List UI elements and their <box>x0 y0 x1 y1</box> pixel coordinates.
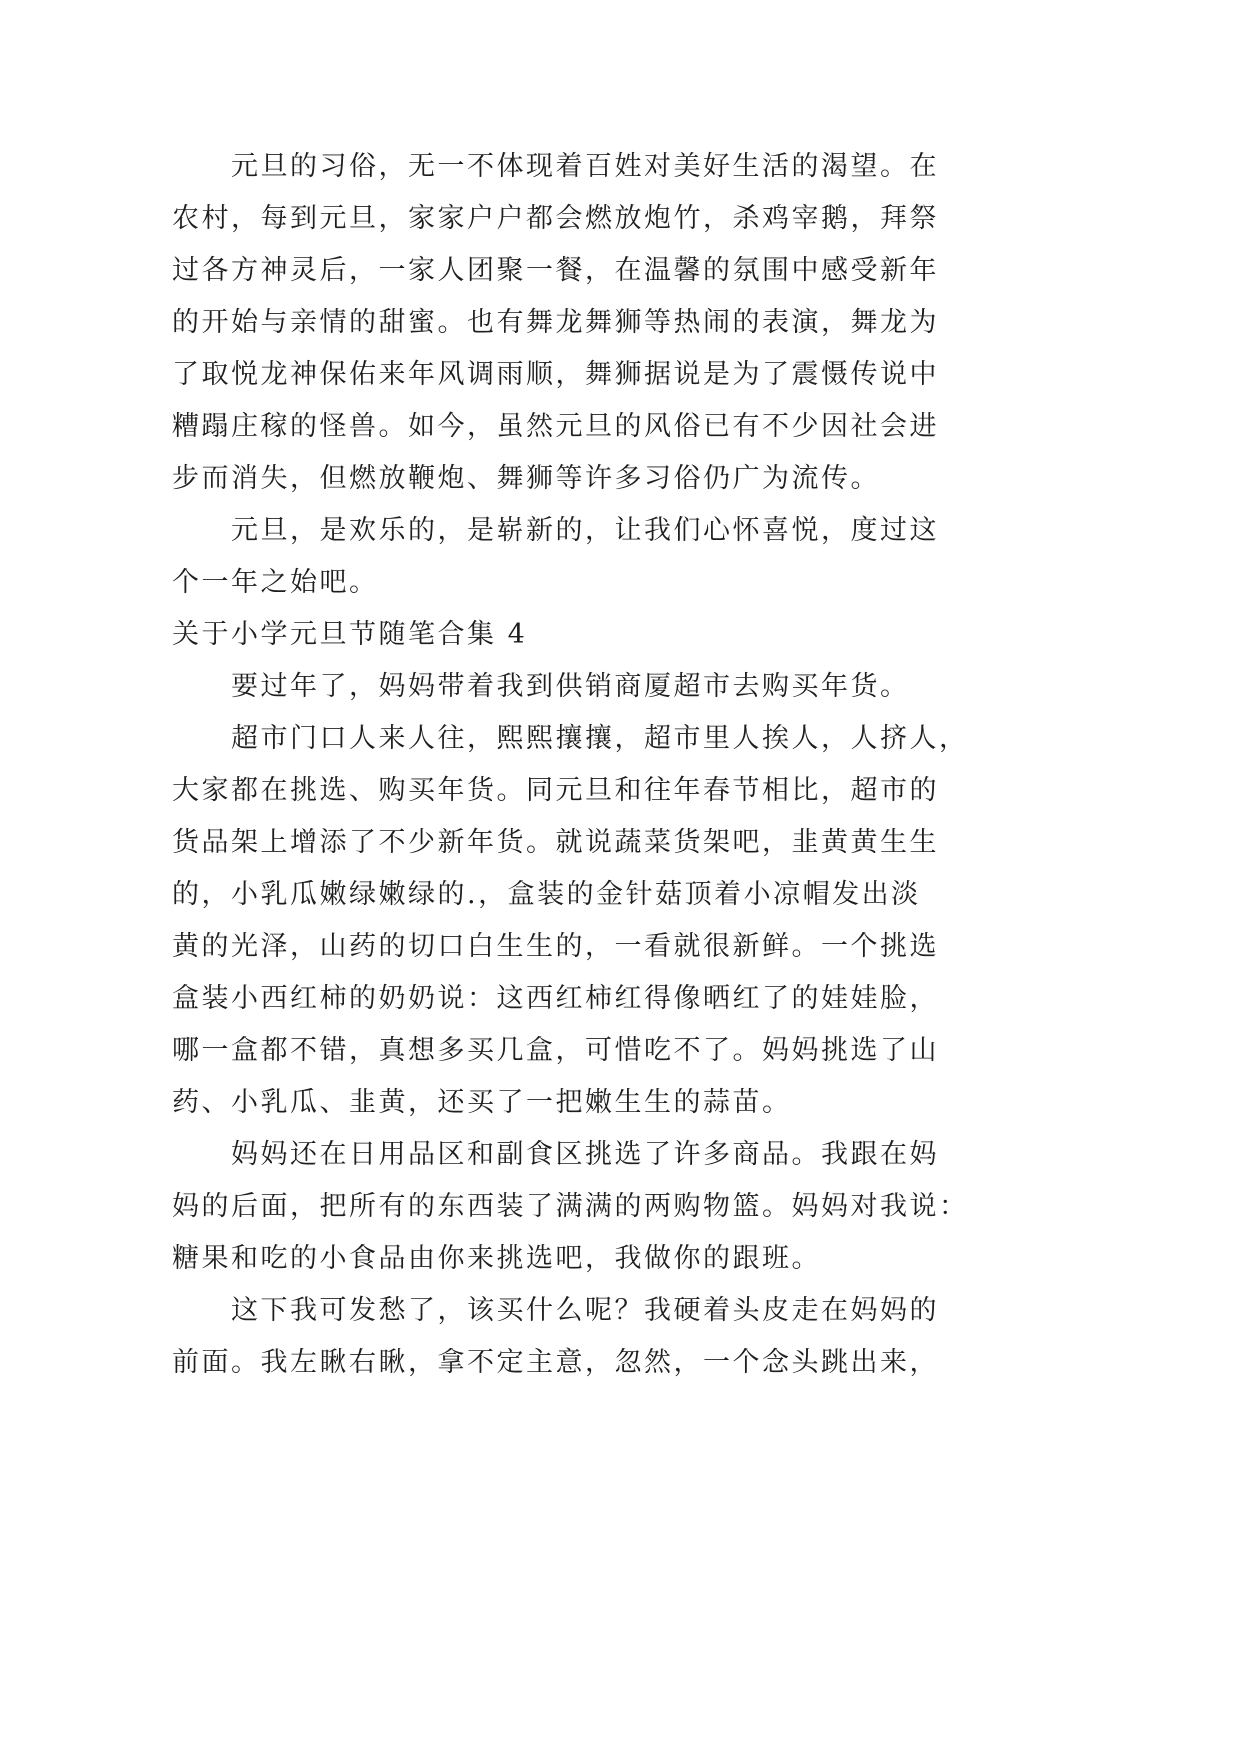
paragraph <box>172 1285 972 1389</box>
text-line: 大家都在挑选、购买年货。同元旦和往年春节相比，超市的 <box>172 775 939 806</box>
text-line: 糖果和吃的小食品由你来挑选吧，我做你的跟班。 <box>172 1243 821 1274</box>
text-line: 妈妈还在日用品区和副食区挑选了许多商品。我跟在妈 <box>231 1139 939 1170</box>
document-body <box>172 141 972 1389</box>
text-line: 元旦的习俗，无一不体现着百姓对美好生活的渴望。在 <box>231 151 939 182</box>
paragraph <box>172 661 972 713</box>
text-line: 的开始与亲情的甜蜜。也有舞龙舞狮等热闹的表演，舞龙为 <box>172 307 939 338</box>
text-line: 超市门口人来人往，熙熙攘攘，超市里人挨人，人挤人， <box>231 723 969 754</box>
text-line: 盒装小西红柿的奶奶说：这西红柿红得像晒红了的娃娃脸， <box>172 983 939 1014</box>
text-line: 这下我可发愁了，该买什么呢？我硬着头皮走在妈妈的 <box>231 1295 939 1326</box>
paragraph <box>172 141 972 505</box>
text-line: 糟蹋庄稼的怪兽。如今，虽然元旦的风俗已有不少因社会进 <box>172 411 939 442</box>
text-line: 妈的后面，把所有的东西装了满满的两购物篮。妈妈对我说： <box>172 1191 969 1222</box>
text-line: 元旦，是欢乐的，是崭新的，让我们心怀喜悦，度过这 <box>231 515 939 546</box>
text-line: 农村，每到元旦，家家户户都会燃放炮竹，杀鸡宰鹅，拜祭 <box>172 203 939 234</box>
section-heading <box>172 609 972 661</box>
text-line: 步而消失，但燃放鞭炮、舞狮等许多习俗仍广为流传。 <box>172 463 880 494</box>
text-line: 哪一盒都不错，真想多买几盒，可惜吃不了。妈妈挑选了山 <box>172 1035 939 1066</box>
text-line: 个一年之始吧。 <box>172 567 379 598</box>
paragraph <box>172 505 972 609</box>
text-line: 要过年了，妈妈带着我到供销商厦超市去购买年货。 <box>231 671 910 702</box>
paragraph <box>172 1129 972 1285</box>
heading-text: 关于小学元旦节随笔合集 4 <box>172 619 528 650</box>
text-line: 黄的光泽，山药的切口白生生的，一看就很新鲜。一个挑选 <box>172 931 939 962</box>
paragraph <box>172 713 972 1129</box>
text-line: 药、小乳瓜、韭黄，还买了一把嫩生生的蒜苗。 <box>172 1087 792 1118</box>
text-line: 过各方神灵后，一家人团聚一餐，在温馨的氛围中感受新年 <box>172 255 939 286</box>
text-line: 前面。我左瞅右瞅，拿不定主意，忽然，一个念头跳出来， <box>172 1347 939 1378</box>
text-line: 了取悦龙神保佑来年风调雨顺，舞狮据说是为了震慑传说中 <box>172 359 939 390</box>
text-line: 货品架上增添了不少新年货。就说蔬菜货架吧，韭黄黄生生 <box>172 827 939 858</box>
text-line: 的，小乳瓜嫩绿嫩绿的.，盒装的金针菇顶着小凉帽发出淡 <box>172 879 921 910</box>
